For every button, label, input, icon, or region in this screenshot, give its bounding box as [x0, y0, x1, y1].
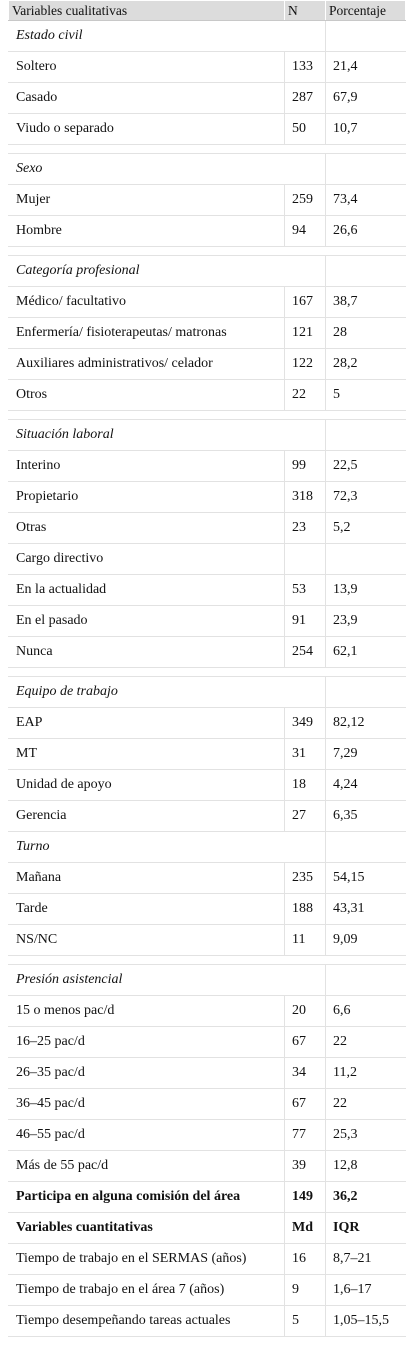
variable-label: Tiempo de trabajo en el SERMAS (años) — [9, 1244, 285, 1275]
n-cell — [285, 256, 326, 287]
spacer-row — [9, 247, 406, 256]
n-cell: 122 — [285, 349, 326, 380]
variable-label: Hombre — [9, 216, 285, 247]
table-row — [9, 1213, 406, 1244]
variable-label: MT — [9, 739, 285, 770]
percentage-cell: 67,9 — [326, 83, 406, 114]
variable-label: Más de 55 pac/d — [9, 1151, 285, 1182]
percentage-cell — [326, 965, 406, 996]
n-cell: 23 — [285, 513, 326, 544]
percentage-cell: 10,7 — [326, 114, 406, 145]
variable-label: En el pasado — [9, 606, 285, 637]
header-n: N — [285, 1, 326, 21]
percentage-cell: 22 — [326, 1027, 406, 1058]
variable-label: Tiempo desempeñando tareas actuales — [9, 1306, 285, 1337]
variable-label: 26–35 pac/d — [9, 1058, 285, 1089]
variable-label: Otras — [9, 513, 285, 544]
percentage-cell: 25,3 — [326, 1120, 406, 1151]
variable-label: Tarde — [9, 894, 285, 925]
table-row — [9, 451, 406, 482]
n-cell: 39 — [285, 1151, 326, 1182]
n-cell — [285, 965, 326, 996]
n-cell: 259 — [285, 185, 326, 216]
variable-label: Unidad de apoyo — [9, 770, 285, 801]
spacer-cell — [326, 411, 406, 420]
variable-label: Tiempo de trabajo en el área 7 (años) — [9, 1275, 285, 1306]
percentage-cell — [326, 832, 406, 863]
variable-label: Casado — [9, 83, 285, 114]
table-row — [9, 894, 406, 925]
variable-label: Cargo directivo — [9, 544, 285, 575]
variable-label: Mujer — [9, 185, 285, 216]
variable-label: Participa en alguna comisión del área — [9, 1182, 285, 1213]
section-header-row — [9, 965, 406, 996]
spacer-cell — [9, 145, 285, 154]
table-row — [9, 380, 406, 411]
table-row — [9, 575, 406, 606]
n-cell: 18 — [285, 770, 326, 801]
variable-label: Nunca — [9, 637, 285, 668]
variable-label: 46–55 pac/d — [9, 1120, 285, 1151]
n-cell: 34 — [285, 1058, 326, 1089]
variable-label: Propietario — [9, 482, 285, 513]
n-cell: 53 — [285, 575, 326, 606]
percentage-cell — [326, 677, 406, 708]
percentage-cell: 82,12 — [326, 708, 406, 739]
spacer-cell — [326, 956, 406, 965]
variable-label: 16–25 pac/d — [9, 1027, 285, 1058]
table-row — [9, 739, 406, 770]
percentage-cell — [326, 154, 406, 185]
variable-label: Médico/ facultativo — [9, 287, 285, 318]
section-header-row — [9, 677, 406, 708]
spacer-cell — [326, 668, 406, 677]
table-row — [9, 1027, 406, 1058]
data-table — [8, 0, 406, 1337]
table-row — [9, 318, 406, 349]
percentage-cell: 23,9 — [326, 606, 406, 637]
spacer-cell — [285, 247, 326, 256]
table-row — [9, 863, 406, 894]
table-row — [9, 544, 406, 575]
table-row — [9, 708, 406, 739]
table-row — [9, 1120, 406, 1151]
n-cell: 5 — [285, 1306, 326, 1337]
section-header-row — [9, 154, 406, 185]
table-row — [9, 482, 406, 513]
header-row — [9, 1, 406, 21]
percentage-cell — [326, 21, 406, 52]
percentage-cell: 22,5 — [326, 451, 406, 482]
section-header-row — [9, 256, 406, 287]
n-cell: 67 — [285, 1089, 326, 1120]
percentage-cell: 8,7–21 — [326, 1244, 406, 1275]
n-cell: 149 — [285, 1182, 326, 1213]
percentage-cell — [326, 544, 406, 575]
table-row — [9, 1244, 406, 1275]
section-header-row — [9, 420, 406, 451]
percentage-cell: 38,7 — [326, 287, 406, 318]
spacer-cell — [9, 411, 285, 420]
n-cell: 31 — [285, 739, 326, 770]
spacer-row — [9, 145, 406, 154]
n-cell: 11 — [285, 925, 326, 956]
variable-label: Soltero — [9, 52, 285, 83]
n-cell — [285, 544, 326, 575]
spacer-cell — [326, 145, 406, 154]
n-cell: 94 — [285, 216, 326, 247]
percentage-cell: 6,35 — [326, 801, 406, 832]
n-cell — [285, 832, 326, 863]
table-row — [9, 216, 406, 247]
n-cell: 133 — [285, 52, 326, 83]
table-row — [9, 770, 406, 801]
table-row — [9, 1089, 406, 1120]
table-row — [9, 996, 406, 1027]
n-cell: 27 — [285, 801, 326, 832]
percentage-cell: 22 — [326, 1089, 406, 1120]
percentage-cell: 43,31 — [326, 894, 406, 925]
spacer-cell — [9, 247, 285, 256]
n-cell: 20 — [285, 996, 326, 1027]
table-row — [9, 1275, 406, 1306]
n-cell — [285, 677, 326, 708]
variable-label: Estado civil — [9, 21, 285, 52]
variable-label: Categoría profesional — [9, 256, 285, 287]
variable-label: Turno — [9, 832, 285, 863]
spacer-cell — [9, 668, 285, 677]
spacer-cell — [326, 247, 406, 256]
percentage-cell: 36,2 — [326, 1182, 406, 1213]
spacer-cell — [285, 956, 326, 965]
table-row — [9, 287, 406, 318]
variable-label: Gerencia — [9, 801, 285, 832]
n-cell: 91 — [285, 606, 326, 637]
percentage-cell: 5,2 — [326, 513, 406, 544]
percentage-cell: 1,6–17 — [326, 1275, 406, 1306]
percentage-cell: 26,6 — [326, 216, 406, 247]
percentage-cell: 72,3 — [326, 482, 406, 513]
header-variable: Variables cualitativas — [9, 1, 285, 21]
n-cell: 235 — [285, 863, 326, 894]
variable-label: 36–45 pac/d — [9, 1089, 285, 1120]
variable-label: Interino — [9, 451, 285, 482]
n-cell: Md — [285, 1213, 326, 1244]
table-row — [9, 606, 406, 637]
n-cell: 349 — [285, 708, 326, 739]
table-row — [9, 114, 406, 145]
n-cell — [285, 21, 326, 52]
percentage-cell: IQR — [326, 1213, 406, 1244]
table-row — [9, 1058, 406, 1089]
table-row — [9, 1151, 406, 1182]
percentage-cell: 73,4 — [326, 185, 406, 216]
n-cell: 9 — [285, 1275, 326, 1306]
table-row — [9, 637, 406, 668]
n-cell: 22 — [285, 380, 326, 411]
variable-label: NS/NC — [9, 925, 285, 956]
table-row — [9, 1306, 406, 1337]
spacer-cell — [285, 145, 326, 154]
table-body — [9, 21, 406, 1337]
spacer-row — [9, 411, 406, 420]
percentage-cell: 62,1 — [326, 637, 406, 668]
variable-label: Enfermería/ fisioterapeutas/ matronas — [9, 318, 285, 349]
variable-label: Mañana — [9, 863, 285, 894]
spacer-cell — [285, 668, 326, 677]
n-cell: 77 — [285, 1120, 326, 1151]
variable-label: Viudo o separado — [9, 114, 285, 145]
spacer-cell — [285, 411, 326, 420]
variable-label: Auxiliares administrativos/ celador — [9, 349, 285, 380]
spacer-cell — [9, 956, 285, 965]
variable-label: 15 o menos pac/d — [9, 996, 285, 1027]
spacer-row — [9, 956, 406, 965]
table-row — [9, 513, 406, 544]
table-row — [9, 83, 406, 114]
n-cell — [285, 154, 326, 185]
n-cell: 121 — [285, 318, 326, 349]
n-cell: 287 — [285, 83, 326, 114]
percentage-cell: 4,24 — [326, 770, 406, 801]
percentage-cell: 13,9 — [326, 575, 406, 606]
percentage-cell — [326, 420, 406, 451]
table-row — [9, 925, 406, 956]
percentage-cell: 28,2 — [326, 349, 406, 380]
n-cell: 50 — [285, 114, 326, 145]
variable-label: Presión asistencial — [9, 965, 285, 996]
percentage-cell: 6,6 — [326, 996, 406, 1027]
percentage-cell: 5 — [326, 380, 406, 411]
n-cell: 254 — [285, 637, 326, 668]
percentage-cell: 1,05–15,5 — [326, 1306, 406, 1337]
table-row — [9, 349, 406, 380]
percentage-cell: 28 — [326, 318, 406, 349]
variable-label: Situación laboral — [9, 420, 285, 451]
n-cell — [285, 420, 326, 451]
percentage-cell: 21,4 — [326, 52, 406, 83]
n-cell: 188 — [285, 894, 326, 925]
percentage-cell: 54,15 — [326, 863, 406, 894]
n-cell: 99 — [285, 451, 326, 482]
n-cell: 318 — [285, 482, 326, 513]
table-row — [9, 185, 406, 216]
section-header-row — [9, 832, 406, 863]
section-header-row — [9, 21, 406, 52]
variable-label: En la actualidad — [9, 575, 285, 606]
variable-label: EAP — [9, 708, 285, 739]
percentage-cell: 11,2 — [326, 1058, 406, 1089]
spacer-row — [9, 668, 406, 677]
table-row — [9, 1182, 406, 1213]
variable-label: Variables cuantitativas — [9, 1213, 285, 1244]
n-cell: 16 — [285, 1244, 326, 1275]
header-percentage: Porcentaje — [326, 1, 406, 21]
n-cell: 167 — [285, 287, 326, 318]
percentage-cell: 7,29 — [326, 739, 406, 770]
percentage-cell: 12,8 — [326, 1151, 406, 1182]
n-cell: 67 — [285, 1027, 326, 1058]
variable-label: Otros — [9, 380, 285, 411]
percentage-cell — [326, 256, 406, 287]
variable-label: Sexo — [9, 154, 285, 185]
percentage-cell: 9,09 — [326, 925, 406, 956]
table-row — [9, 52, 406, 83]
table-row — [9, 801, 406, 832]
variable-label: Equipo de trabajo — [9, 677, 285, 708]
